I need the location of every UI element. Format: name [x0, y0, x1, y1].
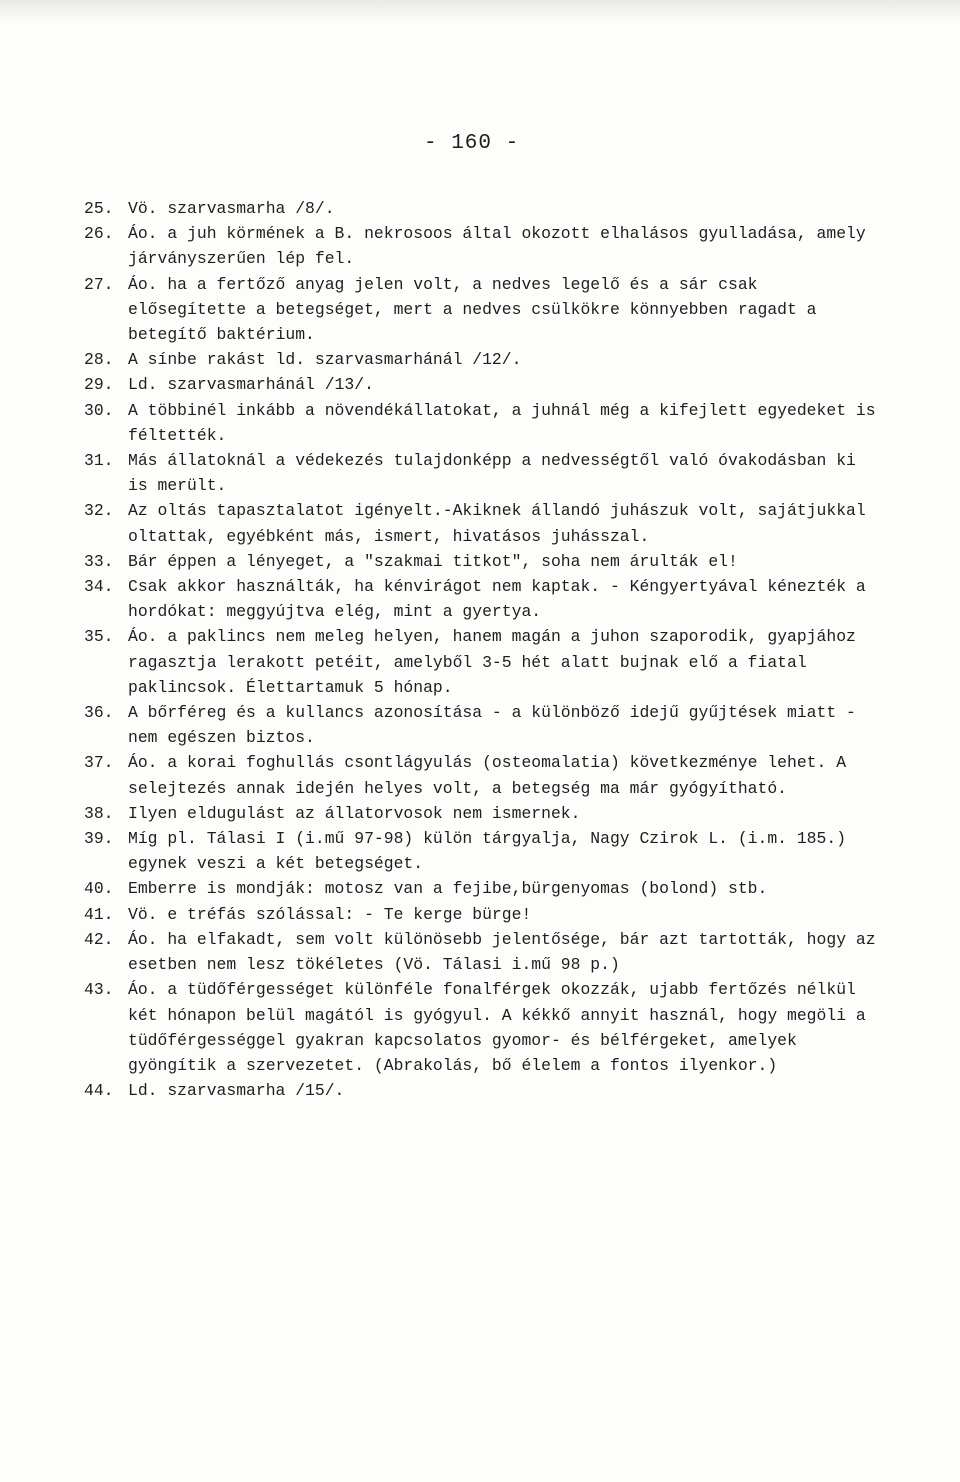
footnote-text: Vö. e tréfás szólással: - Te kerge bürge!: [128, 904, 532, 924]
footnote-number: 36.: [84, 703, 114, 723]
footnote-number: 34.: [84, 577, 114, 597]
footnote-number: 39.: [84, 829, 114, 849]
footnote-text: Áo. a korai foghullás csontlágyulás (osteomalatia) következménye lehet. A selejtezés annak idején helyes volt, a betegség ma már gyógyítható.: [128, 753, 847, 798]
footnote: [84, 272, 884, 348]
footnote-number: 44.: [84, 1081, 114, 1101]
footnote-text: A sínbe rakást ld. szarvasmarhánál /12/.: [128, 350, 522, 370]
footnote-text: Áo. ha a fertőző anyag jelen volt, a nedves legelő és a sár csak elősegítette a betegséget, mert a nedves csülkökre könnyebben ragadt a betegítő baktérium.: [128, 274, 817, 345]
footnote-number: 43.: [84, 980, 114, 1000]
page-edge: [0, 0, 960, 22]
footnote-text: Más állatoknál a védekezés tulajdonképp a nedvességtől való óvakodásban ki is merült.: [128, 451, 856, 496]
footnote-text: Áo. ha elfakadt, sem volt különösebb jelentősége, bár azt tartották, hogy az esetben nem lesz tökéletes (Vö. Tálasi i.mű 98 p.): [128, 929, 876, 975]
footnote: [84, 498, 884, 548]
footnote: [84, 977, 884, 1078]
footnote: [84, 927, 884, 977]
footnote: [84, 196, 884, 221]
footnote-text: A bőrféreg és a kullancs azonosítása - a különböző idejű gyűjtések miatt - nem egészen biztos.: [128, 703, 856, 748]
footnote-number: 40.: [84, 879, 114, 899]
footnote-text: Míg pl. Tálasi I (i.mű 97-98) külön tárgyalja, Nagy Czirok L. (i.m. 185.) egynek veszi a két betegséget.: [128, 829, 847, 874]
footnote: [84, 876, 884, 901]
footnote-text: Áo. a tüdőférgességet különféle fonalférgek okozzák, ujabb fertőzés nélkül két hónapon belül magától is gyógyul. A kékkő annyit használ, hogy megöli a tüdőférgességgel gyakran kapcsolatos gyomor- és bélférgeket, amelyek gyöngítik a szervezetet. (Abrakolás, bő élelem a fontos ilyenkor.): [128, 980, 866, 1075]
footnote: [84, 574, 884, 624]
footnote: [84, 801, 884, 826]
footnote-number: 33.: [84, 551, 114, 571]
footnote-number: 26.: [84, 224, 114, 244]
footnote-text: Áo. a paklincs nem meleg helyen, hanem magán a juhon szaporodik, gyapjához ragasztja lerakott petéit, amelyből 3-5 hét alatt bujnak elő a fiatal paklincsok. Élettartamuk 5 hónap.: [128, 627, 856, 697]
footnote-text: Áo. a juh körmének a B. nekrosoos által okozott elhalásos gyulladása, amely járványszerűen lép fel.: [128, 224, 866, 269]
footnote: [84, 448, 884, 498]
footnote: [84, 826, 884, 876]
footnote-text: Az oltás tapasztalatot igényelt.-Akiknek állandó juhászuk volt, sajátjukkal oltattak, egyébként más, ismert, hivatásos juhásszal.: [128, 501, 866, 546]
page-number: - 160 -: [424, 132, 520, 155]
footnote: [84, 700, 884, 750]
footnote: [84, 902, 884, 927]
footnote-text: Ld. szarvasmarhánál /13/.: [128, 375, 374, 395]
footnote-number: 27.: [84, 274, 114, 294]
footnote-text: A többinél inkább a növendékállatokat, a juhnál még a kifejlett egyedeket is féltették.: [128, 400, 876, 445]
footnote-text: Emberre is mondják: motosz van a fejibe,bürgenyomas (bolond) stb.: [128, 879, 768, 899]
footnote-text: Csak akkor használták, ha kénvirágot nem kaptak. - Kéngyertyával kénezték a hordókat: meggyújtva elég, mint a gyertya.: [128, 577, 866, 622]
footnote-text: Bár éppen a lényeget, a "szakmai titkot", soha nem árulták el!: [128, 551, 738, 571]
footnote-number: 29.: [84, 375, 114, 395]
footnote: [84, 549, 884, 574]
footnote-number: 37.: [84, 753, 114, 773]
footnote-number: 41.: [84, 904, 114, 924]
footnote-text: Ilyen eldugulást az állatorvosok nem ismernek.: [128, 803, 581, 823]
footnote: [84, 624, 884, 700]
footnote-number: 30.: [84, 400, 114, 420]
footnote-number: 32.: [84, 501, 114, 521]
footnote-number: 31.: [84, 451, 114, 471]
footnote: [84, 750, 884, 800]
footnote-number: 25.: [84, 199, 114, 218]
footnote-number: 35.: [84, 627, 114, 647]
footnote-text: Ld. szarvasmarha /15/.: [128, 1081, 345, 1101]
footnote: [84, 1078, 884, 1103]
footnote: [84, 347, 884, 372]
footnote: [84, 398, 884, 448]
footnote-list: [84, 196, 884, 1103]
footnote: [84, 372, 884, 397]
footnote: [84, 221, 884, 271]
footnote-number: 38.: [84, 803, 114, 823]
footnote-number: 28.: [84, 350, 114, 370]
footnote-text: Vö. szarvasmarha /8/.: [128, 199, 335, 218]
footnote-number: 42.: [84, 929, 114, 949]
